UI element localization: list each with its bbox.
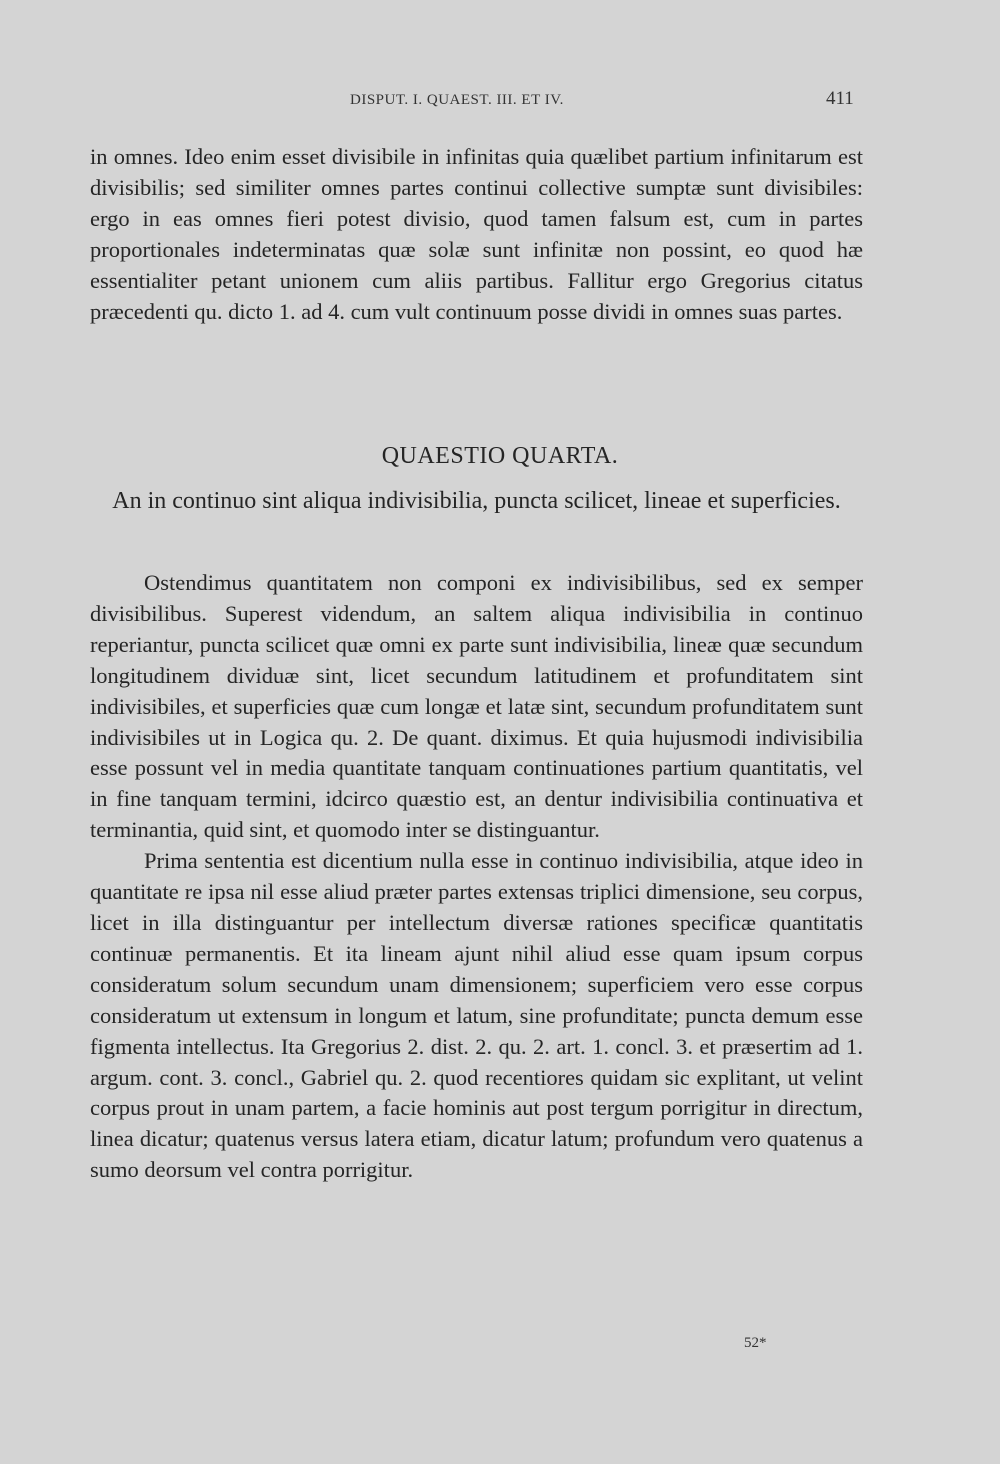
page-number: 411 — [826, 88, 854, 109]
printer-signature-mark: 52* — [744, 1335, 767, 1351]
paragraph: Prima sententia est dicentium nulla esse in continuo indivisibilia, atque ideo in quantitate re ipsa nil esse aliud præter partes extensas triplici dimensione, seu corpus, licet in illa distinguantur per intellectum diversæ rationes specificæ quantitatis continuæ permanentis. Et ita lineam ajunt nihil aliud esse quam ipsum corpus consideratum solum secundum unam dimensionem; superficiem vero esse corpus consideratum ut extensum in longum et latum, sine profunditate; puncta demum esse figmenta intellectus. Ita Gregorius 2. dist. 2. qu. 2. art. 1. concl. 3. et præsertim ad 1. argum. cont. 3. concl., Gabriel qu. 2. quod recentiores quidam sic explitant, ut velint corpus prout in unam partem, a facie hominis aut post tergum porrigitur in directum, linea dicatur; quatenus versus latera etiam, dicatur latum; profundum vero quatenus a sumo deorsum vel contra porrigitur. — [90, 848, 863, 1183]
running-title: DISPUT. I. QUAEST. III. ET IV. — [350, 92, 564, 108]
text-block-main — [90, 568, 863, 1186]
paragraph: Ostendimus quantitatem non componi ex indivisibilibus, sed ex semper divisibilibus. Superest videndum, an saltem aliqua indivisibilia in continuo reperiantur, puncta scilicet quæ omni ex parte sunt indivisibilia, lineæ quæ secundum longitudinem dividuæ sint, licet secundum latitudinem et profunditatem sint indivisibiles, et superficies quæ cum longæ et latæ sint, secundum profunditatem sunt indivisibiles ut in Logica qu. 2. De quant. diximus. Et quia hujusmodi indivisibilia esse possunt vel in media quantitate tanquam continuationes partium quantitatis, vel in fine tanquam termini, idcirco quæstio est, an dentur indivisibilia continuativa et terminantia, quid sint, et quomodo inter se distinguantur. — [90, 570, 863, 843]
section-title: QUAESTIO QUARTA. — [381, 443, 619, 469]
paragraph-continued: in omnes. Ideo enim esset divisibile in infinitas quia quælibet partium infinitarum est divisibilis; sed similiter omnes partes continui collective sumptæ sunt divisibiles: ergo in eas omnes fieri potest divisio, quod tamen falsum est, cum in partes proportionales indeterminatas quæ solæ sunt infinitæ non possint, eo quod hæ essentialiter petant unionem cum aliis partibus. Fallitur ergo Gregorius citatus præcedenti qu. dicto 1. ad 4. cum vult continuum posse dividi in omnes suas partes. — [90, 144, 863, 324]
text-block-continued — [90, 142, 863, 327]
section-subtitle: An in continuo sint aliqua indivisibilia, puncta scilicet, lineae et superficies. — [112, 488, 841, 514]
running-head — [0, 88, 1000, 118]
